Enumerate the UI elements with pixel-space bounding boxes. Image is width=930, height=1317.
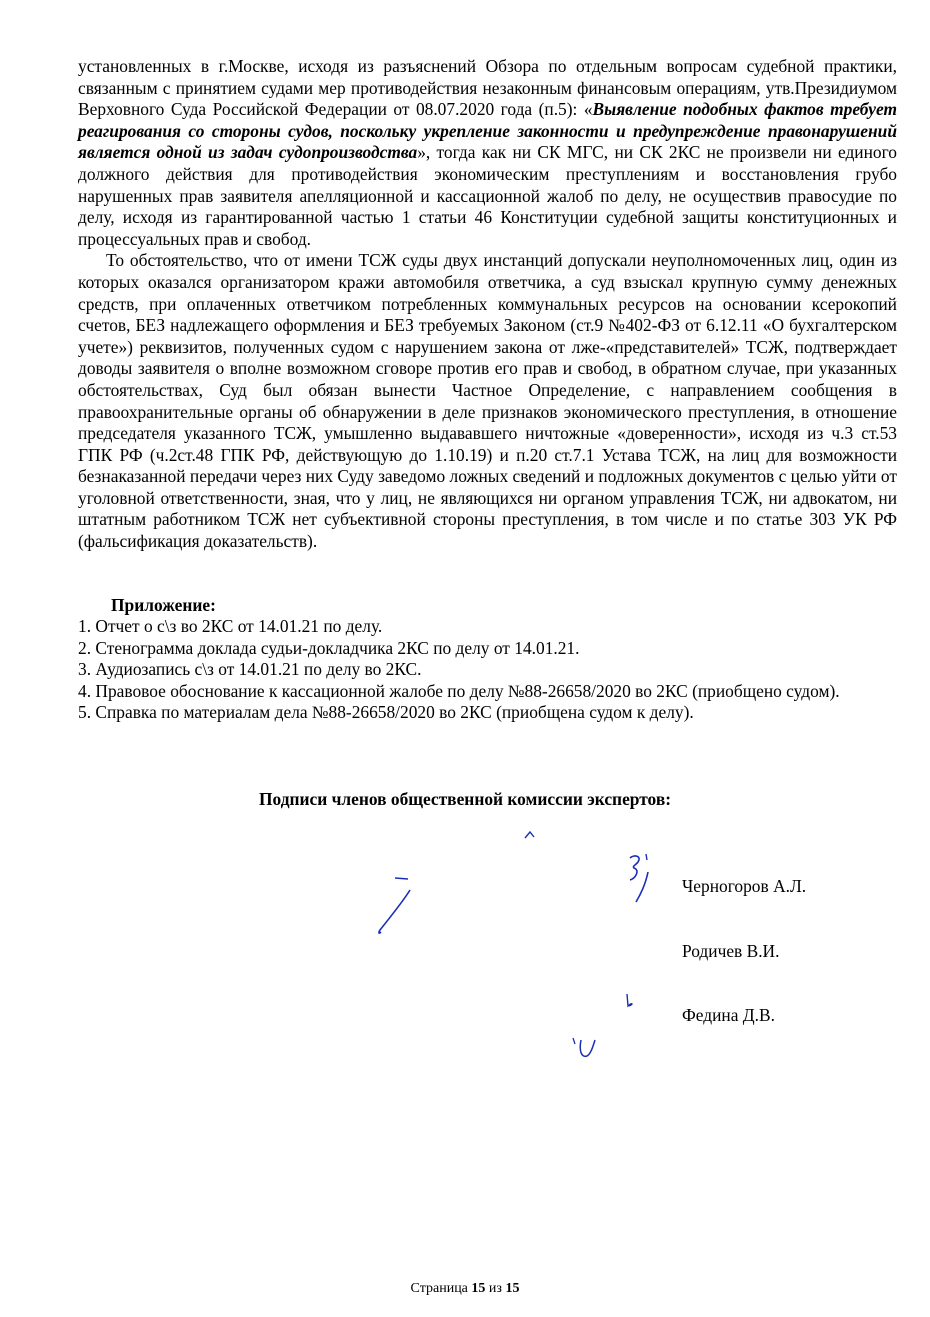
handwritten-signature-mark [565,1032,605,1067]
handwritten-signature-mark [370,870,420,940]
handwritten-signature-mark [520,828,540,843]
attachment-item: 1. Отчет о с\з во 2КС от 14.01.21 по делу. [78,616,383,636]
attachment-item: 3. Аудиозапись с\з от 14.01.21 по делу во 2КС. [78,659,422,680]
signatory-name-2: Родичев В.И. [682,941,780,961]
document-body [78,56,897,553]
attachment-item: 5. Справка по материалам дела №88-26658/2020 во 2КС (приобщена судом к делу). [78,702,694,723]
quote-bold-italic: Выявление подобных фактов требует реагирования со стороны судов, поскольку укрепление законности и предупреждение правонарушений является одной из задач судопроизводства [78,99,897,163]
current-page-number: 15 [471,1281,486,1296]
page-footer [0,1281,930,1297]
signatures-title: Подписи членов общественной комиссии экспертов: [258,789,672,809]
attachment-item: 4. Правовое обоснование к кассационной жалобе по делу №88-26658/2020 во 2КС (приобщено судом). [78,680,840,701]
attachment-item: 2. Стенограмма доклада судьи-докладчика 2КС по делу от 14.01.21. [78,637,580,658]
total-pages-number: 15 [505,1281,520,1296]
paragraph-2: То обстоятельство, что от имени ТСЖ суды двух инстанций допускали неуполномоченных лиц, один из которых оказался организатором кражи автомобиля ответчика, а суд взыскал крупную сумму денежных средств, при оплаченных ответчиком потребленных коммунальных ресурсов на основании ксерокопий счетов, БЕЗ надлежащего оформления и БЕЗ требуемых Законом (ст.9 №402-ФЗ от 6.12.11 «О бухгалтерском учете») реквизитов, полученных судом с нарушением закона от лже-«представителей» ТСЖ, подтверждает доводы заявителя о вполне возможном сговоре против его прав и свобод, в обратном случае, при указанных обстоятельствах, Суд был обязан вынести Частное Определение, с направлением сообщения в правоохранительные органы об обнаружении в деле признаков экономического преступления, в отношение председателя указанного ТСЖ, умышленно выдававшего ничтожные «доверенности», исходя из ч.3 ст.53 ГПК РФ (ч.2ст.48 ГПК РФ, действующую до 1.10.19) и п.20 ст.7.1 Устава ТСЖ, на лиц для возможности безнаказанной передачи через них Суду заведомо ложных сведений и подложных документов с целью уйти от уголовной ответственности, зная, что у лиц, не являющихся ни органом управления ТСЖ, ни адвокатом, ни штатным работником ТСЖ нет субъективной стороны преступления, в том числе и по статье 303 УК РФ (фальсификация доказательств). [78,250,897,552]
signatory-name-1: Черногоров А.Л. [682,876,807,896]
handwritten-signature-mark [620,990,640,1010]
paragraph-1-text-a: установленных в г.Москве, исходя из разъяснений Обзора по отдельным вопросам судебной практики, связанным с принятием судами мер противодействия незаконным финансовым операциям, утв.Президиумом Верховного Суда Российской Федерации от 08.07.2020 года (п.5): « [78,56,897,120]
attachments-title: Приложение: [111,595,216,615]
paragraph-1-text-b: », тогда как ни СК МГС, ни СК 2КС не произвели ни единого должного действия для противодействия экономическим преступлениям и восстановления грубо нарушенных прав заявителя апелляционной и кассационной жалоб по делу, не осуществив правосудие по делу, исходя из гарантированной частью 1 статьи 46 Конституции судебной защиты конституционных и процессуальных прав и свобод. [78,142,897,249]
signatory-name-3: Федина Д.В. [682,1005,775,1025]
attachments-list [78,616,897,724]
handwritten-signature-mark [620,848,660,908]
paragraph-1 [78,56,897,250]
footer-prefix: Страница [410,1281,472,1296]
footer-middle: из [485,1281,506,1296]
